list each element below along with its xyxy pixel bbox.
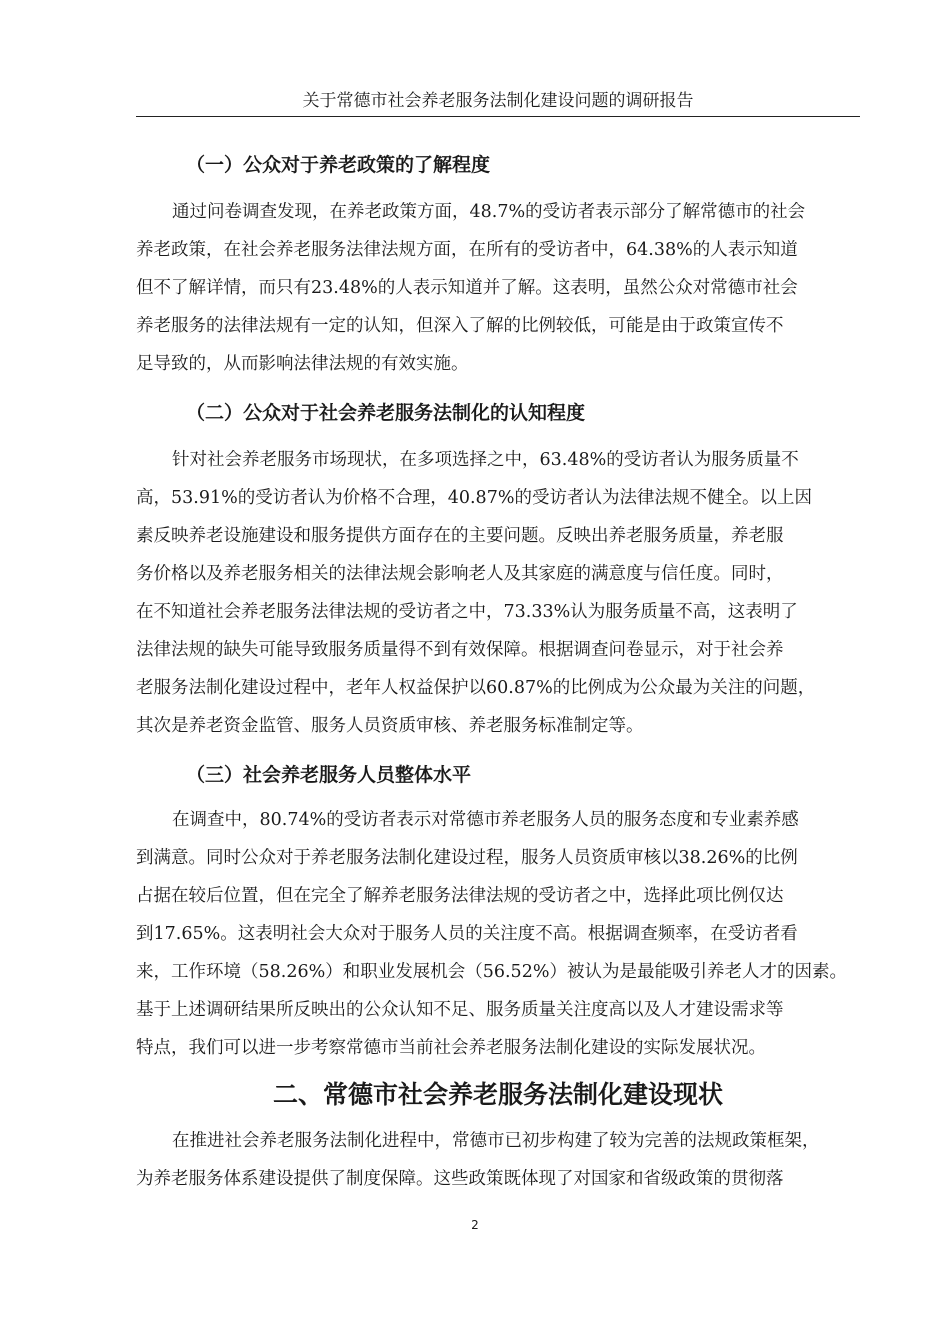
section-heading-3: （三）社会养老服务人员整体水平 bbox=[186, 764, 472, 786]
paragraph-line: 在不知道社会养老服务法律法规的受访者之中，73.33%认为服务质量不高，这表明了 bbox=[136, 602, 798, 622]
paragraph-line: 但不了解详情，而只有23.48%的人表示知道并了解。这表明，虽然公众对常德市社会 bbox=[136, 278, 798, 298]
chapter-heading: 二、常德市社会养老服务法制化建设现状 bbox=[272, 1080, 723, 1109]
paragraph-line: 务价格以及养老服务相关的法律法规会影响老人及其家庭的满意度与信任度。同时， bbox=[136, 564, 784, 584]
paragraph-line: 基于上述调研结果所反映出的公众认知不足、服务质量关注度高以及人才建设需求等 bbox=[136, 1000, 784, 1020]
paragraph-line: 针对社会养老服务市场现状，在多项选择之中，63.48%的受访者认为服务质量不 bbox=[172, 450, 799, 470]
section-paragraph-2 bbox=[136, 441, 860, 745]
paragraph-line: 为养老服务体系建设提供了制度保障。这些政策既体现了对国家和省级政策的贯彻落 bbox=[136, 1169, 784, 1189]
paragraph-line: 占据在较后位置，但在完全了解养老服务法律法规的受访者之中，选择此项比例仅达 bbox=[136, 886, 784, 906]
section-heading-2: （二）公众对于社会养老服务法制化的认知程度 bbox=[186, 402, 586, 424]
section-paragraph-3 bbox=[136, 801, 860, 1067]
paragraph-line: 在调查中，80.74%的受访者表示对常德市养老服务人员的服务态度和专业素养感 bbox=[172, 810, 799, 830]
paragraph-line: 到满意。同时公众对于养老服务法制化建设过程，服务人员资质审核以38.26%的比例 bbox=[136, 848, 798, 868]
paragraph-line: 素反映养老设施建设和服务提供方面存在的主要问题。反映出养老服务质量，养老服 bbox=[136, 526, 784, 546]
page-number: 2 bbox=[471, 1218, 479, 1232]
running-header: 关于常德市社会养老服务法制化建设问题的调研报告 bbox=[136, 90, 860, 117]
paragraph-line: 通过问卷调查发现，在养老政策方面，48.7%的受访者表示部分了解常德市的社会 bbox=[172, 202, 806, 222]
paragraph-line: 老服务法制化建设过程中，老年人权益保护以60.87%的比例成为公众最为关注的问题， bbox=[136, 678, 816, 698]
paragraph-line: 养老政策，在社会养老服务法律法规方面，在所有的受访者中，64.38%的人表示知道 bbox=[136, 240, 798, 260]
paragraph-line: 养老服务的法律法规有一定的认知，但深入了解的比例较低，可能是由于政策宣传不 bbox=[136, 316, 784, 336]
paragraph-line: 到17.65%。这表明社会大众对于服务人员的关注度不高。根据调查频率，在受访者看 bbox=[136, 924, 798, 944]
chapter-paragraph bbox=[136, 1122, 860, 1198]
paragraph-line: 在推进社会养老服务法制化进程中，常德市已初步构建了较为完善的法规政策框架， bbox=[172, 1131, 820, 1151]
section-paragraph-1 bbox=[136, 193, 860, 383]
section-heading-1: （一）公众对于养老政策的了解程度 bbox=[186, 154, 491, 176]
paragraph-line: 足导致的，从而影响法律法规的有效实施。 bbox=[136, 354, 469, 374]
paragraph-line: 高，53.91%的受访者认为价格不合理，40.87%的受访者认为法律法规不健全。以上因 bbox=[136, 488, 812, 508]
paragraph-line: 法律法规的缺失可能导致服务质量得不到有效保障。根据调查问卷显示，对于社会养 bbox=[136, 640, 784, 660]
paragraph-line: 来，工作环境（58.26%）和职业发展机会（56.52%）被认为是最能吸引养老人才的因素。 bbox=[136, 962, 847, 982]
paragraph-line: 其次是养老资金监管、服务人员资质审核、养老服务标准制定等。 bbox=[136, 716, 644, 736]
paragraph-line: 特点，我们可以进一步考察常德市当前社会养老服务法制化建设的实际发展状况。 bbox=[136, 1038, 766, 1058]
